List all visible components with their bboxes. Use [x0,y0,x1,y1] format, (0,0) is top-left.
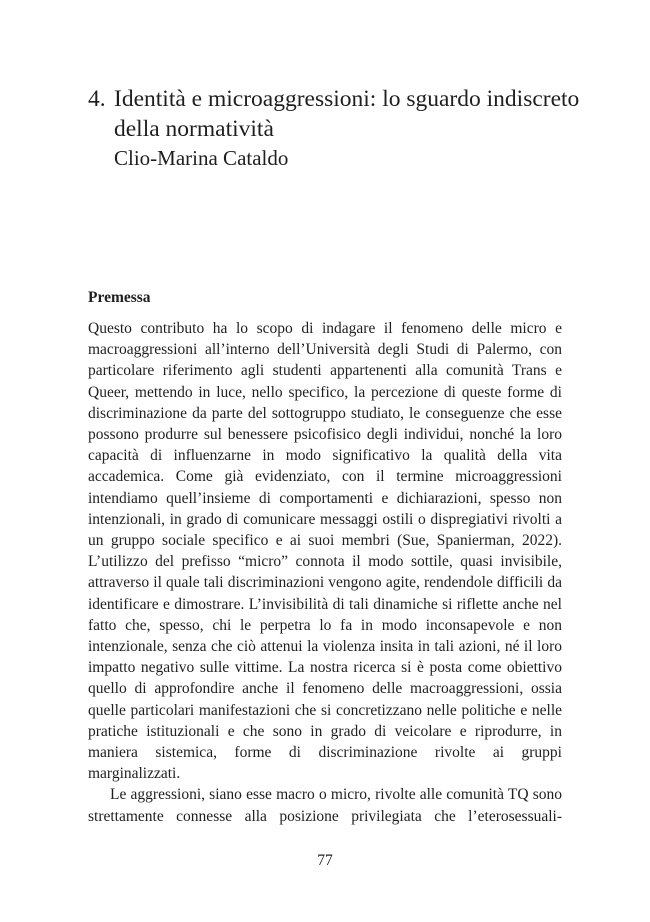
paragraph: Questo contributo ha lo scopo di indagare il fenomeno delle micro e macroaggressioni all’interno dell’Università degli Studi di Palermo, con particolare riferimento agli studenti appartenenti alla comunità Trans e Queer, mettendo in luce, nello specifico, la percezione di queste forme di discriminazione da parte del sottogruppo studiato, le conseguenze che esse possono produrre sul benessere psicofisico degli individui, nonché la loro capacità di influenzarne in modo significativo la qualità della vita accademica. Come già evidenziato, con il termine microaggressioni intendiamo quell’insieme di comportamenti e dichiarazioni, spesso non intenzionali, in grado di comunicare messaggi ostili o dispregiativi rivolti a un gruppo sociale specifico e ai suoi membri (Sue, Spanierman, 2022). L’utilizzo del prefisso “micro” connota il modo sottile, quasi invisibile, attraverso il quale tali discriminazioni vengono agite, rendendole difficili da identificare e dimostrare. L’invisibilità di tali dinamiche si riflette anche nel fatto che, spesso, chi le perpetra lo fa in modo inconsapevole e non intenzionale, senza che ciò attenui la violenza insita in tali azioni, né il loro impatto negativo sulle vittime. La nostra ricerca si è posta come obiettivo quello di approfondire anche il fenomeno delle macroaggressioni, ossia quelle particolari manifestazioni che si concretizzano nelle politiche e nelle pratiche istituzionali e che sono in grado di veicolare e riprodurre, in maniera sistemica, forme di discriminazione rivolte ai gruppi marginalizzati. [88,320,562,783]
chapter-title: Identità e microaggressioni: lo sguardo indiscreto della normatività [114,86,580,142]
paragraph: Le aggressioni, siano esse macro o micro, rivolte alle comunità TQ sono strettamente connesse alla posizione privilegiata che l’eterosessuali- [88,786,562,825]
body-text [88,318,562,827]
section-heading: Premessa [88,289,151,306]
chapter-author: Clio-Marina Cataldo [114,146,289,170]
chapter-number: 4. [88,86,106,112]
page-number: 77 [317,852,333,869]
